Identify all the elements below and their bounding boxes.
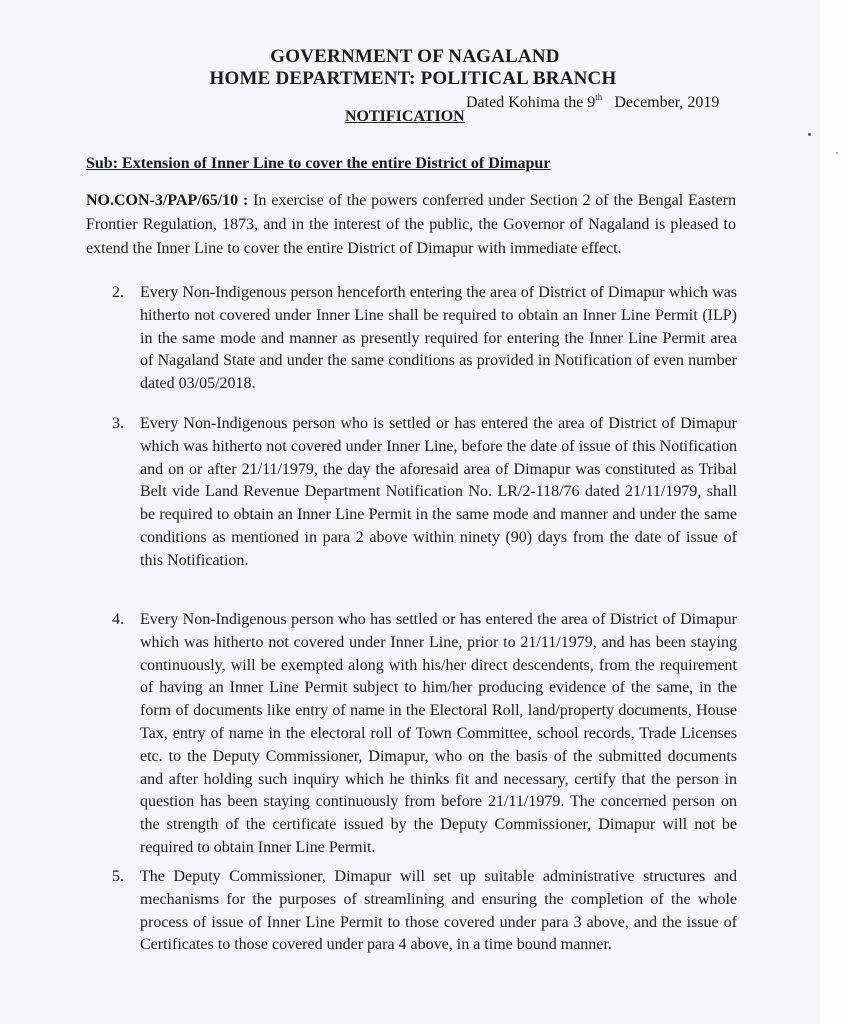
intro-text: In exercise of the powers conferred under Section 2 of the Bengal Eastern Frontier Regulation, 1873, and in the interest of the public, the Governor of Nagaland is pleased to extend the Inner Line to cover the entire District of Dimapur with immediate effect. [86, 192, 737, 257]
paragraph-number: 2. [112, 284, 124, 301]
paragraph-4 [112, 609, 737, 860]
paragraph-3 [112, 413, 737, 573]
notification-number: NO.CON-3/PAP/65/10 : [86, 192, 249, 209]
paragraph-number: 3. [112, 415, 124, 432]
paragraph-text: The Deputy Commissioner, Dimapur will set up suitable administrative structures and mechanisms for the purposes of streamlining and ensuring the completion of the whole process of issue of Inner Line Permit to those covered under para 3 above, and the issue of Certificates to those covered under para 4 above, in a time bound manner. [140, 868, 737, 954]
paragraph-text: Every Non-Indigenous person who is settled or has entered the area of District of Dimapur which was hitherto not covered under Inner Line, before the date of issue of this Notification and on or after 21/11/1979, the day the aforesaid area of Dimapur was constituted as Tribal Belt vide Land Revenue Department Notification No. LR/2-118/76 dated 21/11/1979, shall be required to obtain an Inner Line Permit in the same mode and manner and under the same conditions as mentioned in para 2 above within ninety (90) days from the date of issue of this Notification. [140, 415, 737, 569]
dated-line [466, 92, 719, 112]
paragraph-number: 5. [112, 868, 124, 885]
dated-suffix: December, 2019 [614, 94, 720, 111]
paragraph-text: Every Non-Indigenous person henceforth entering the area of District of Dimapur which was hitherto not covered under Inner Line shall be required to obtain an Inner Line Permit (ILP) in the same mode and manner as presently required for entering the Inner Line Permit area of Nagaland State and under the same conditions as provided in Notification of even number dated 03/05/2018. [140, 284, 737, 393]
page-edge [820, 0, 842, 1024]
paragraph-text: Every Non-Indigenous person who has settled or has entered the area of District of Dimapur which was hitherto not covered under Inner Line, prior to 21/11/1979, and has been staying continuously, will be exempted along with his/her direct descendents, from the requirement of having an Inner Line Permit subject to him/her producing evidence of the same, in the form of documents like entry of name in the Electoral Roll, land/property documents, House Tax, entry of name in the electoral roll of Town Committee, school records, Trade Licenses etc. to the Deputy Commissioner, Dimapur, who on the basis of the submitted documents and after holding such inquiry which he thinks fit and necessary, certify that the person in question has been staying continuously from before 21/11/1979. The concerned person on the strength of the certificate issued by the Deputy Commissioner, Dimapur will not be required to obtain Inner Line Permit. [140, 611, 737, 856]
paragraph-5 [112, 866, 737, 957]
scan-speck [808, 133, 811, 136]
scan-speck [836, 152, 838, 154]
dated-sup: th [595, 92, 603, 102]
subject-line: Sub: Extension of Inner Line to cover the entire District of Dimapur [86, 155, 551, 172]
notification-heading: NOTIFICATION [345, 108, 465, 125]
header-government: GOVERNMENT OF NAGALAND [270, 46, 560, 67]
dated-prefix: Dated Kohima the 9 [466, 94, 596, 111]
intro-paragraph [86, 189, 736, 261]
paragraph-2 [112, 282, 737, 396]
paragraph-number: 4. [112, 611, 124, 628]
header-department: HOME DEPARTMENT: POLITICAL BRANCH [209, 68, 617, 89]
